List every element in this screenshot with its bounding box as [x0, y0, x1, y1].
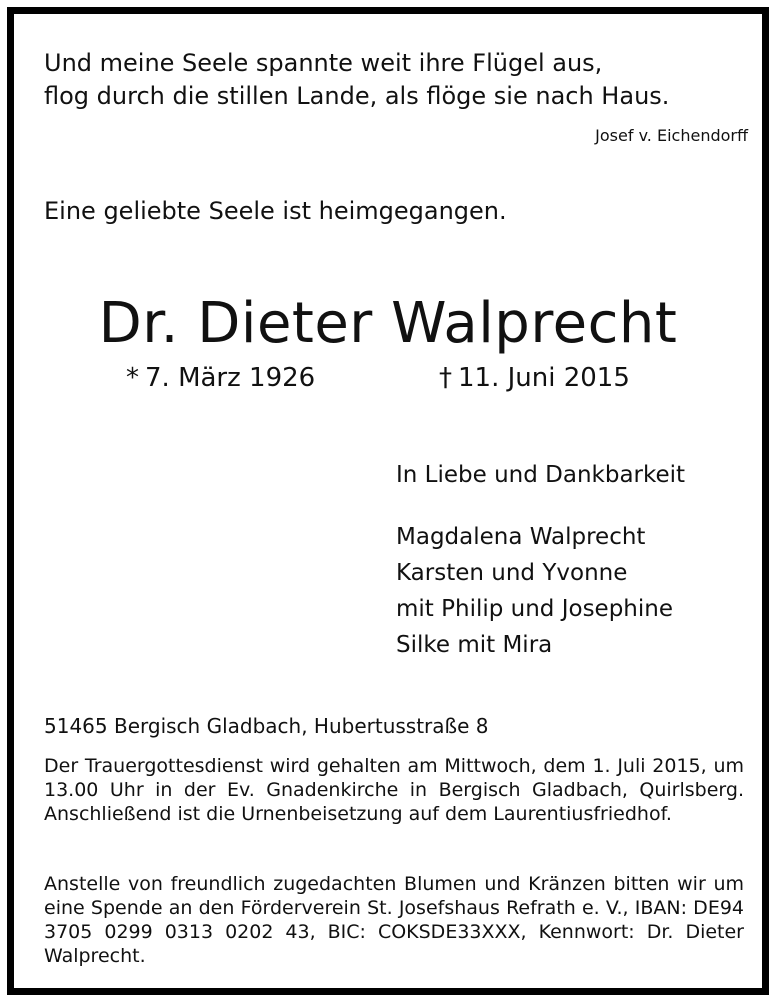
death-symbol: †: [439, 363, 452, 393]
birth-symbol: *: [126, 363, 139, 393]
service-info: Der Trauergottesdienst wird gehalten am Mittwoch, dem 1. Juli 2015, um 13.00 Uhr in der Ev. Gnadenkirche in Bergisch Gladbach, Quirlsberg. Anschließend ist die Urnenbeisetzung auf dem Laurentiusfriedhof.: [44, 755, 744, 825]
poem-quote: [44, 47, 669, 113]
poem-line-1: Und meine Seele spannte weit ihre Flügel aus,: [44, 49, 603, 77]
intro-text: Eine geliebte Seele ist heimgegangen.: [44, 197, 507, 225]
deceased-name: Dr. Dieter Walprecht: [98, 291, 678, 356]
mourner-name: Silke mit Mira: [396, 632, 553, 658]
family-address: 51465 Bergisch Gladbach, Hubertusstraße 8: [44, 714, 489, 738]
birth-info: [126, 363, 315, 393]
poem-author: Josef v. Eichendorff: [595, 126, 748, 145]
mourners-list: [396, 519, 673, 663]
mourner-name: Karsten und Yvonne: [396, 560, 628, 586]
mourner-name: mit Philip und Josephine: [396, 596, 673, 622]
poem-line-2: flog durch die stillen Lande, als flöge sie nach Haus.: [44, 82, 670, 110]
mourners-intro: In Liebe und Dankbarkeit: [396, 462, 686, 488]
death-info: [439, 363, 630, 393]
birth-date: 7. März 1926: [145, 363, 316, 393]
mourner-name: Magdalena Walprecht: [396, 524, 646, 550]
donation-info: Anstelle von freundlich zugedachten Blumen und Kränzen bitten wir um eine Spende an den Förderverein St. Josefshaus Refrath e. V., IBAN: DE94 3705 0299 0313 0202 43, BIC: COKSDE33XXX, Kennwort: Dr. Dieter Walprecht.: [44, 873, 744, 967]
death-date: 11. Juni 2015: [458, 363, 630, 393]
obituary-notice: [7, 7, 769, 995]
